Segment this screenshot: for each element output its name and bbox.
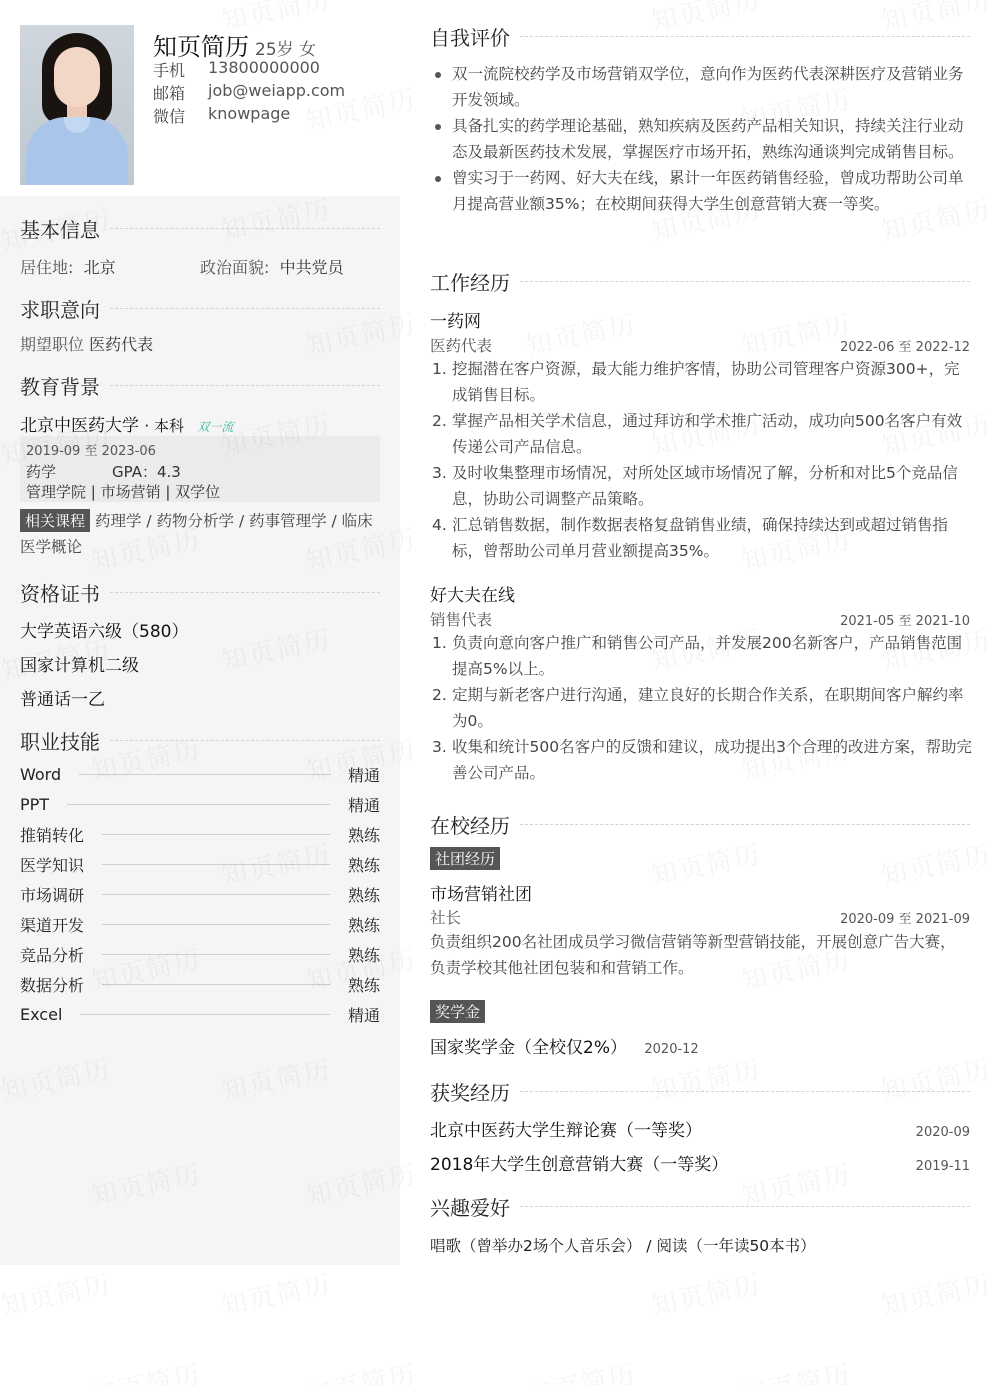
watermark-text <box>647 1264 764 1323</box>
courses-row <box>20 509 373 532</box>
award-date: 2019-11 <box>915 1159 970 1174</box>
award-name: 北京中医药大学生辩论赛（一等奖） <box>430 1121 702 1141</box>
edu-major: 药学 <box>26 463 57 481</box>
club-description: 负责组织200名社团成员学习微信营销等新型营销技能，开展创意广告大赛，负责学校其他社团包装和和营销工作。 <box>430 933 956 977</box>
section-title-self-eval <box>430 22 970 51</box>
section-title-text: 职业技能 <box>20 730 100 754</box>
job-role-row <box>430 608 970 630</box>
scholar-tag-row <box>430 1000 485 1023</box>
scholarship-row <box>430 1033 699 1058</box>
intent-value: 医药代表 <box>89 335 154 354</box>
skill-row <box>20 913 380 935</box>
cert-item: 普通话一乙 <box>20 690 105 710</box>
skill-name: Word <box>20 764 62 784</box>
job-duty: 2. 掌握产品相关学术信息，通过拜访和学术推广活动，成功向500名客户有效传递公司产品信息。 <box>432 412 963 456</box>
job-duty: 1. 挖掘潜在客户资源，最大能力维护客情，协助公司管理客户资源300+，完成销售目标。 <box>432 360 960 404</box>
skill-row <box>20 883 380 905</box>
skill-name: Excel <box>20 1004 63 1024</box>
skill-row <box>20 763 380 785</box>
school-name: 北京中医药大学 <box>20 416 139 436</box>
job-period: 2021-05 至 2021-10 <box>840 614 970 629</box>
profile-header <box>153 27 316 62</box>
club-period: 2020-09 至 2021-09 <box>840 912 970 927</box>
edu-gpa: GPA：4.3 <box>112 463 181 481</box>
club-role: 社长 <box>430 909 462 927</box>
section-title-text: 教育背景 <box>20 375 100 399</box>
section-title-text: 资格证书 <box>20 582 100 606</box>
scholarship-name: 国家奖学金（全校仅2%） <box>430 1038 627 1058</box>
skill-name: 数据分析 <box>20 975 85 995</box>
job-company: 一药网 <box>430 312 481 332</box>
courses-text: 药理学 / 药物分析学 / 药事管理学 / 临床 <box>94 512 373 530</box>
section-title-text: 兴趣爱好 <box>430 1196 510 1220</box>
skill-level: 熟练 <box>347 855 380 875</box>
contact-label: 微信 <box>153 107 186 126</box>
section-title-education <box>20 371 380 400</box>
skill-level: 精通 <box>347 765 380 785</box>
watermark-text <box>522 1354 639 1385</box>
watermark-text <box>87 1354 204 1385</box>
job-duty: 4. 汇总销售数据，制作数据表格复盘销售业绩，确保持续达到或超过销售指标，曾帮助公司单月营业额提高35%。 <box>432 516 949 560</box>
watermark-text <box>877 1264 994 1323</box>
skill-level: 熟练 <box>347 945 380 965</box>
school-badge: 双一流 <box>197 420 234 434</box>
job-duty-text: 收集和统计500名客户的反馈和建议，成功提出3个合理的改进方案，帮助完善公司产品。 <box>452 738 972 782</box>
section-title-work <box>430 267 970 296</box>
profile-name: 知页简历 <box>153 33 249 61</box>
edu-detail: 管理学院 | 市场营销 | 双学位 <box>26 483 221 501</box>
watermark-text <box>737 1354 854 1385</box>
club-tag: 社团经历 <box>430 847 500 870</box>
self-eval-item: 曾实习于一药网、好大夫在线，累计一年医药销售经验，曾成功帮助公司单月提高营业额35%；在校期间获得大学生创意营销大赛一等奖。 <box>432 165 972 217</box>
degree: · 本科 <box>144 417 184 435</box>
award-row <box>430 1116 970 1141</box>
residence <box>20 255 116 278</box>
section-title-basic <box>20 214 380 243</box>
job-duty-text: 负责向意向客户推广和销售公司产品，并发展200名新客户，产品销售范围提高5%以上。 <box>452 634 963 678</box>
residence-label: 居住地: <box>20 258 74 277</box>
section-title-text: 求职意向 <box>20 298 100 322</box>
job-duty: 2. 定期与新老客户进行沟通，建立良好的长期合作关系，在职期间客户解约率为0。 <box>432 686 964 730</box>
job-duty: 1. 负责向意向客户推广和销售公司产品，并发展200名新客户，产品销售范围提高5%以上。 <box>432 634 963 678</box>
skill-row <box>20 943 380 965</box>
club-name: 市场营销社团 <box>430 885 532 905</box>
job-duty: 3. 及时收集整理市场情况，对所处区域市场情况了解，分析和对比5个竞品信息，协助公司调整产品策略。 <box>432 464 958 508</box>
skill-name: 推销转化 <box>20 825 85 845</box>
self-eval-list <box>432 61 972 217</box>
cert-item: 大学英语六级（580） <box>20 622 189 642</box>
job-duty: 3. 收集和统计500名客户的反馈和建议，成功提出3个合理的改进方案，帮助完善公司产品。 <box>432 738 972 782</box>
skill-name: 竞品分析 <box>20 945 85 965</box>
courses-tag: 相关课程 <box>20 509 90 532</box>
club-tag-row <box>430 847 500 870</box>
skill-level: 精通 <box>347 1005 380 1025</box>
job-role: 医药代表 <box>430 337 493 355</box>
section-title-text: 获奖经历 <box>430 1081 510 1105</box>
job-role-row <box>430 334 970 356</box>
job-duties-list <box>432 356 972 564</box>
skill-row <box>20 853 380 875</box>
scholar-tag: 奖学金 <box>430 1000 485 1023</box>
contact-label: 邮箱 <box>153 84 186 103</box>
watermark-text <box>302 1354 419 1385</box>
section-title-campus <box>430 810 970 839</box>
section-title-intent <box>20 294 380 323</box>
self-eval-item: 具备扎实的药学理论基础，熟知疾病及医药产品相关知识，持续关注行业动态及最新医药技术发展，掌握医疗市场开拓，熟练沟通谈判完成销售目标。 <box>432 113 972 165</box>
contact-label: 手机 <box>153 61 186 80</box>
residence-value: 北京 <box>83 258 116 277</box>
job-duty-text: 定期与新老客户进行沟通，建立良好的长期合作关系，在职期间客户解约率为0。 <box>452 686 964 730</box>
skill-level: 熟练 <box>347 885 380 905</box>
watermark-text <box>0 1264 115 1323</box>
section-title-certs <box>20 578 380 607</box>
section-title-text: 自我评价 <box>430 26 510 50</box>
job-duties-list <box>432 630 972 786</box>
job-company: 好大夫在线 <box>430 586 515 606</box>
job-duty-text: 挖掘潜在客户资源，最大能力维护客情，协助公司管理客户资源300+，完成销售目标。 <box>452 360 960 404</box>
contact-value: 13800000000 <box>208 58 320 77</box>
cert-item: 国家计算机二级 <box>20 656 139 676</box>
hobbies-text: 唱歌（曾举办2场个人音乐会） / 阅读（一年读50本书） <box>430 1237 816 1255</box>
intent-label: 期望职位 <box>20 335 85 354</box>
politics-label: 政治面貌: <box>200 258 270 277</box>
courses-text-cont: 医学概论 <box>20 538 83 556</box>
skill-level: 熟练 <box>347 975 380 995</box>
skill-name: 渠道开发 <box>20 915 85 935</box>
skill-row <box>20 1003 380 1025</box>
section-title-text: 工作经历 <box>430 271 510 295</box>
skill-level: 熟练 <box>347 915 380 935</box>
award-date: 2020-09 <box>915 1125 970 1140</box>
skill-level: 熟练 <box>347 825 380 845</box>
skill-name: 医学知识 <box>20 855 85 875</box>
section-title-hobbies <box>430 1192 970 1221</box>
school-row <box>20 411 233 436</box>
skill-name: PPT <box>20 794 50 814</box>
watermark-text <box>647 834 764 893</box>
job-duty-text: 及时收集整理市场情况，对所处区域市场情况了解，分析和对比5个竞品信息，协助公司调整产品策略。 <box>452 464 958 508</box>
edu-period: 2019-09 至 2023-06 <box>26 444 156 459</box>
job-role: 销售代表 <box>430 611 493 629</box>
watermark-text <box>877 834 994 893</box>
section-title-awards <box>430 1077 970 1106</box>
job-duty-text: 汇总销售数据，制作数据表格复盘销售业绩，确保持续达到或超过销售指标，曾帮助公司单月营业额提高35%。 <box>452 516 949 560</box>
profile-age-gender: 25岁 女 <box>255 40 317 60</box>
contact-email <box>153 81 345 104</box>
award-name: 2018年大学生创意营销大赛（一等奖） <box>430 1155 729 1175</box>
club-role-row <box>430 906 970 928</box>
skill-level: 精通 <box>347 795 380 815</box>
skill-row <box>20 793 380 815</box>
skill-name: 市场调研 <box>20 885 85 905</box>
contact-phone <box>153 58 320 81</box>
watermark-text <box>217 1264 334 1323</box>
politics-value: 中共党员 <box>279 258 344 277</box>
skill-row <box>20 823 380 845</box>
contact-value: knowpage <box>208 104 291 123</box>
politics <box>200 255 344 278</box>
self-eval-item: 双一流院校药学及市场营销双学位，意向作为医药代表深耕医疗及营销业务开发领域。 <box>432 61 972 113</box>
intent-position <box>20 332 153 355</box>
section-title-text: 基本信息 <box>20 218 100 242</box>
job-period: 2022-06 至 2022-12 <box>840 340 970 355</box>
avatar <box>20 25 134 185</box>
scholarship-date: 2020-12 <box>644 1042 699 1057</box>
job-duty-text: 掌握产品相关学术信息，通过拜访和学术推广活动，成功向500名客户有效传递公司产品信息。 <box>452 412 963 456</box>
contact-value: job@weiapp.com <box>208 81 346 100</box>
skill-row <box>20 973 380 995</box>
section-title-text: 在校经历 <box>430 814 510 838</box>
contact-wechat <box>153 104 290 127</box>
award-row <box>430 1150 970 1175</box>
section-title-skills <box>20 726 380 755</box>
